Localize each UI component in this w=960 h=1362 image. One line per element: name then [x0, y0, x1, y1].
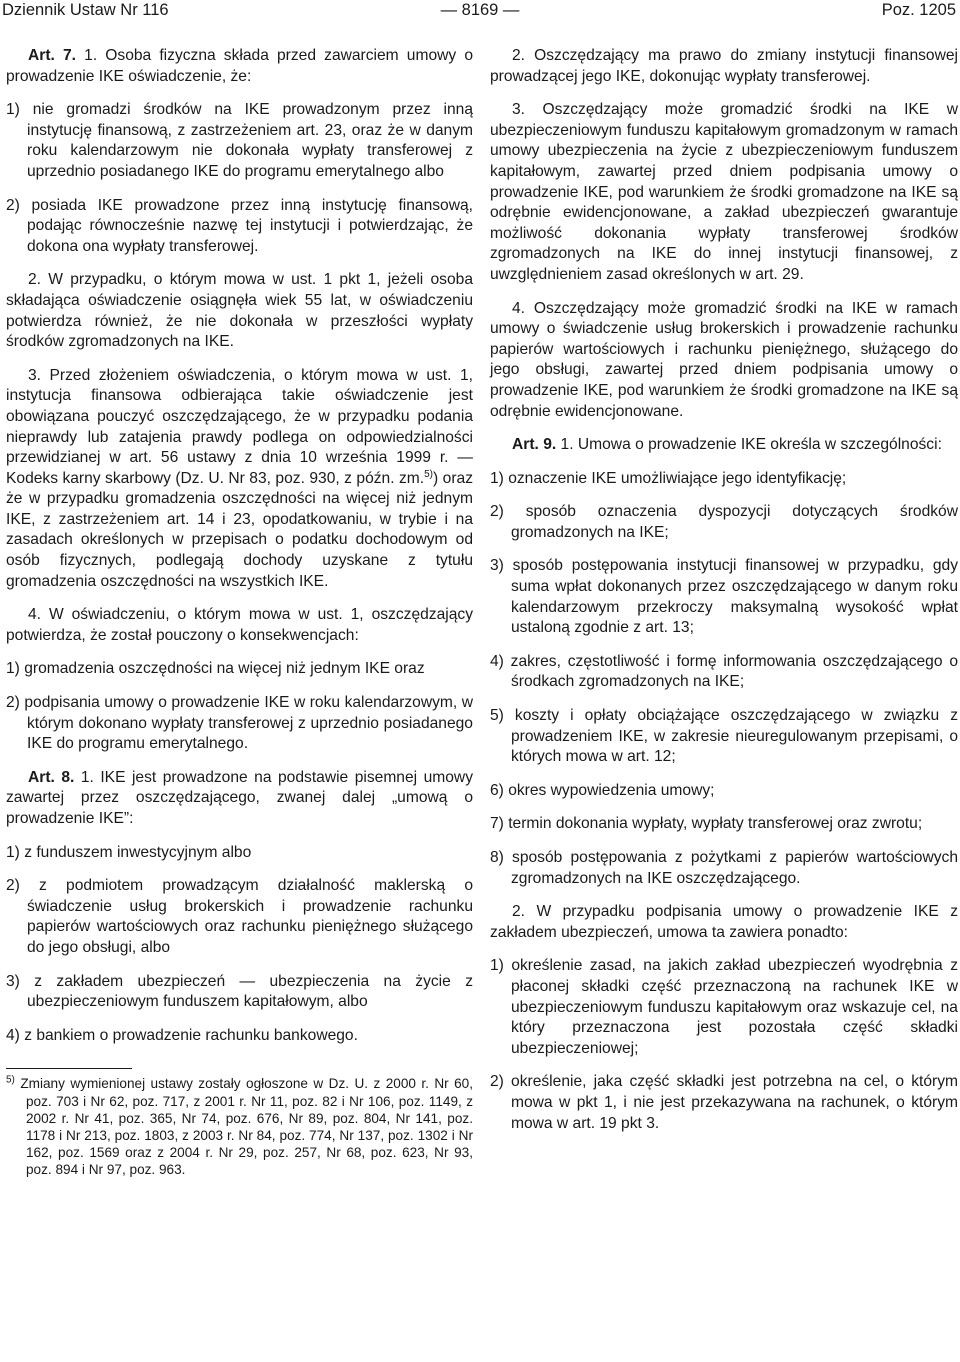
art7-paragraph-1	[6, 46, 473, 87]
art8-paragraph-4: 4. Oszczędzający może gromadzić środki na IKE w ramach umowy o świadczenie usług brokerskich i prowadzenie rachunku papierów wartościowych i rachunku pieniężnego, służącego do jego obsługi, zawartej przed dniem podpisania umowy o prowadzenie IKE, pod warunkiem że środki gromadzone na IKE są odrębnie ewidencjonowane.	[490, 299, 958, 420]
art7-paragraph-4: 4. W oświadczeniu, o którym mowa w ust. 1, oszczędzający potwierdza, że został pouczony o konsekwencjach:	[6, 606, 473, 644]
art9-item-5: 5) koszty i opłaty obciążające oszczędzającego w związku z prowadzeniem IKE, w zakresie nieuregulowanym przepisami, o których mowa w art. 12;	[490, 707, 958, 766]
footnote-ref: 5)	[424, 468, 434, 480]
art7-p1-item-1: 1) nie gromadzi środków na IKE prowadzonym przez inną instytucję finansową, z zastrzeżeniem art. 23, oraz że w danym roku kalendarzowym nie dokonała wypłaty transferowej z uprzednio posiadanego IKE do programu emerytalnego albo	[6, 101, 473, 180]
art7-p4-item-2: 2) podpisania umowy o prowadzenie IKE w roku kalendarzowym, w którym dokonano wypłaty transferowej z uprzednio posiadanego IKE do programu emerytalnego.	[6, 694, 473, 753]
art9-item-8: 8) sposób postępowania z pożytkami z papierów wartościowych zgromadzonych na IKE oszczędzającego.	[490, 849, 958, 887]
left-column	[6, 46, 473, 1179]
footnote-divider	[6, 1068, 132, 1069]
art8-label: Art. 8.	[28, 768, 75, 786]
art9-item-4: 4) zakres, częstotliwość i formę informowania oszczędzającego o środkach zgromadzonych na IKE;	[490, 652, 958, 691]
art7-p1-intro: 1. Osoba fizyczna składa przed zawarciem umowy o prowadzenie IKE oświadczenie, że:	[6, 47, 473, 85]
position-number: Poz. 1205	[881, 1, 956, 19]
art9-p1-intro: 1. Umowa o prowadzenie IKE określa w szczególności:	[560, 436, 942, 454]
art9-p2-item-1: 1) określenie zasad, na jakich zakład ubezpieczeń wyodrębnia z płaconej składki część przeznaczoną na rachunek IKE w ubezpieczeniowym funduszu kapitałowym oraz wskazuje cel, na który przeznaczona jest pozostała część składki ubezpieczeniowej;	[490, 957, 958, 1057]
art8-paragraph-2: 2. Oszczędzający ma prawo do zmiany instytucji finansowej prowadzącej jego IKE, dokonując wypłaty transferowej.	[490, 47, 958, 85]
footnote	[6, 1075, 473, 1178]
page-number: — 8169 —	[440, 1, 520, 19]
footnote-mark: 5)	[6, 1074, 15, 1086]
art9-paragraph-2: 2. W przypadku podpisania umowy o prowadzenie IKE z zakładem ubezpieczeń, umowa ta zawiera ponadto:	[490, 903, 958, 941]
art7-paragraph-3	[6, 366, 473, 593]
art9-item-2: 2) sposób oznaczenia dyspozycji dotyczących środków gromadzonych na IKE;	[490, 503, 958, 541]
art9-item-3: 3) sposób postępowania instytucji finansowej w przypadku, gdy suma wpłat dokonanych przez oszczędzającego w danym roku kalendarzowym przekroczy maksymalną wysokość wpłat ustaloną zgodnie z art. 13;	[490, 557, 958, 637]
art9-item-1: 1) oznaczenie IKE umożliwiające jego identyfikację;	[490, 469, 847, 487]
art8-item-3: 3) z zakładem ubezpieczeń — ubezpieczenia na życie z ubezpieczeniowym funduszem kapitałowym, albo	[6, 972, 473, 1011]
art7-p3-part-a: 3. Przed złożeniem oświadczenia, o którym mowa w ust. 1, instytucja finansowa odbierająca takie oświadczenie jest obowiązana pouczyć oszczędzającego, że w przypadku podania nieprawdy lub zatajenia prawdy podlega on odpowiedzialności przewidzianej w art. 56 ustawy z dnia 10 września 1999 r. — Kodeks karny skarbowy (Dz. U. Nr 83, poz. 930, z późn. zm.	[6, 366, 473, 487]
art8-paragraph-3: 3. Oszczędzający może gromadzić środki na IKE w ubezpieczeniowym funduszu kapitałowym gromadzonym w ramach umowy ubezpieczenia na życie z ubezpieczeniowym funduszem kapitałowym, zawartej przed dniem podpisania umowy o prowadzenie IKE, pod warunkiem że środki gromadzone na IKE są odrębnie ewidencjonowane, a zakład ubezpieczeń gwarantuje możliwość dokonania wypłaty transferowej środków zgromadzonych na IKE do innej instytucji finansowej, z uwzględnieniem zasad określonych w art. 29.	[490, 101, 958, 283]
art7-p1-item-2: 2) posiada IKE prowadzone przez inną instytucję finansową, podając równocześnie nazwę tej instytucji i potwierdzając, że dokona ona wypłaty transferowej.	[6, 196, 473, 255]
art9-paragraph-1	[490, 435, 958, 456]
art9-item-6: 6) okres wypowiedzenia umowy;	[490, 781, 715, 799]
page-header	[0, 0, 960, 24]
journal-title: Dziennik Ustaw Nr 116	[2, 1, 169, 19]
art7-p3-part-b: ) oraz że w przypadku gromadzenia oszczędności na więcej niż jednym IKE, z zastrzeżeniem art. 14 i 23, opodatkowaniu, w trybie i na zasadach określonych w przepisach o podatku dochodowym od osób fizycznych, podlegają dochody uzyskane z tytułu gromadzenia oszczędności na wszystkich IKE.	[6, 469, 473, 590]
art8-item-4: 4) z bankiem o prowadzenie rachunku bankowego.	[6, 1026, 358, 1044]
art8-paragraph-1	[6, 768, 473, 830]
art8-item-1: 1) z funduszem inwestycyjnym albo	[6, 843, 252, 861]
art7-p4-item-1: 1) gromadzenia oszczędności na więcej niż jednym IKE oraz	[6, 660, 425, 678]
art8-item-2: 2) z podmiotem prowadzącym działalność maklerską o świadczenie usług brokerskich i prowadzenie rachunku papierów wartościowych oraz rachunku pieniężnego służącego do jego obsługi, albo	[6, 877, 473, 956]
right-column	[490, 46, 958, 1147]
art7-label: Art. 7.	[28, 47, 76, 64]
art9-p2-item-2: 2) określenie, jaka część składki jest potrzebna na cel, o którym mowa w pkt 1, i nie jest przekazywana na rachunek, o którym mowa w art. 19 pkt 3.	[490, 1073, 958, 1132]
art8-p1-intro: 1. IKE jest prowadzone na podstawie pisemnej umowy zawartej przez oszczędzającego, zwanej dalej „umową o prowadzenie IKE”:	[6, 768, 473, 827]
footnote-text: Zmiany wymienionej ustawy zostały ogłoszone w Dz. U. z 2000 r. Nr 60, poz. 703 i Nr 62, poz. 717, z 2001 r. Nr 11, poz. 82 i Nr 106, poz. 1149, z 2002 r. Nr 41, poz. 365, Nr 74, poz. 676, Nr 89, poz. 804, Nr 141, poz. 1178 i Nr 213, poz. 1803, z 2003 r. Nr 84, poz. 774, Nr 137, poz. 1302 i Nr 162, poz. 1569 oraz z 2004 r. Nr 29, poz. 257, Nr 68, poz. 623, Nr 93, poz. 894 i Nr 97, poz. 963.	[20, 1076, 473, 1178]
art7-paragraph-2: 2. W przypadku, o którym mowa w ust. 1 pkt 1, jeżeli osoba składająca oświadczenie osiągnęła wiek 55 lat, w oświadczeniu potwierdza również, że nie dokonała w przeszłości wypłaty środków zgromadzonych na IKE.	[6, 271, 473, 351]
art9-label: Art. 9.	[512, 436, 557, 454]
art9-item-7: 7) termin dokonania wypłaty, wypłaty transferowej oraz zwrotu;	[490, 815, 923, 833]
